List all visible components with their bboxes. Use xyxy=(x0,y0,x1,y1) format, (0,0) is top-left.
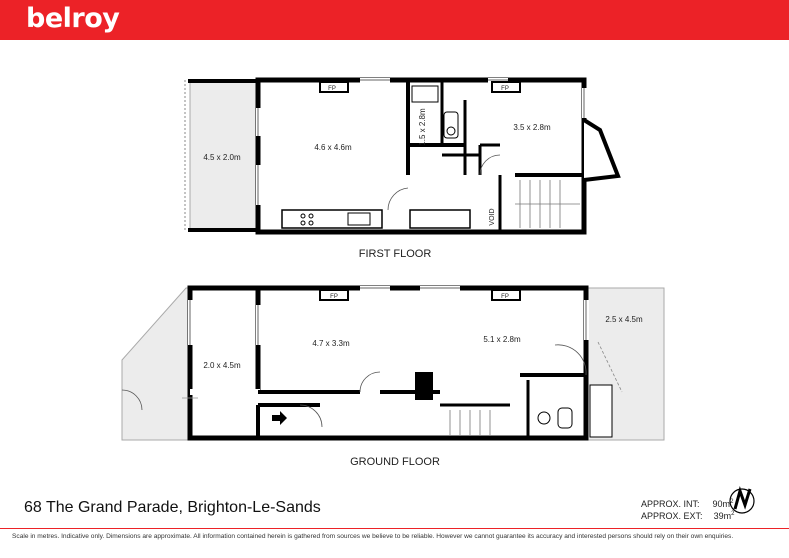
header-bar xyxy=(0,0,789,40)
void-label: VOID xyxy=(489,208,496,226)
int-sup: 2 xyxy=(730,499,734,505)
room-label-front-court: 2.0 x 4.5m xyxy=(203,361,241,370)
floor-plan xyxy=(0,40,789,480)
ext-value: 39m xyxy=(713,511,732,521)
property-address: 68 The Grand Parade, Brighton-Le-Sands xyxy=(24,499,321,516)
approx-external-area xyxy=(641,509,734,522)
north-arrow-icon xyxy=(728,485,756,519)
int-value: 90m xyxy=(712,499,731,509)
room-label-courtyard: 2.5 x 4.5m xyxy=(605,315,643,324)
room-label-bath: 1.5 x 2.8m xyxy=(418,108,427,146)
room-label-dining: 5.1 x 2.8m xyxy=(483,335,521,344)
int-label: APPROX. INT: xyxy=(641,499,700,509)
room-label-living: 4.6 x 4.6m xyxy=(314,143,352,152)
room-label-balcony: 4.5 x 2.0m xyxy=(203,153,241,162)
fp-label-first-1: FP xyxy=(328,86,336,92)
fp-label-ground-1: FP xyxy=(330,294,338,300)
disclaimer-text: Scale in metres. Indicative only. Dimensions are approximate. All information contained herein is gathered from sources we believe to be reliable. However we cannot guarantee its accuracy and interested persons should rely on their own enquiries. xyxy=(12,533,734,540)
ext-sup: 2 xyxy=(731,511,735,517)
fp-label-ground-2: FP xyxy=(501,294,509,300)
belroy-logo: belroy xyxy=(26,3,120,34)
footer-rule xyxy=(0,528,789,529)
ext-label: APPROX. EXT: xyxy=(641,511,703,521)
fp-label-first-2: FP xyxy=(501,86,509,92)
room-label-lounge: 4.7 x 3.3m xyxy=(312,339,350,348)
room-label-bedroom: 3.5 x 2.8m xyxy=(513,123,551,132)
first-floor-plan xyxy=(185,78,618,232)
ground-floor-label: GROUND FLOOR xyxy=(350,456,440,468)
first-floor-label: FIRST FLOOR xyxy=(358,248,432,260)
